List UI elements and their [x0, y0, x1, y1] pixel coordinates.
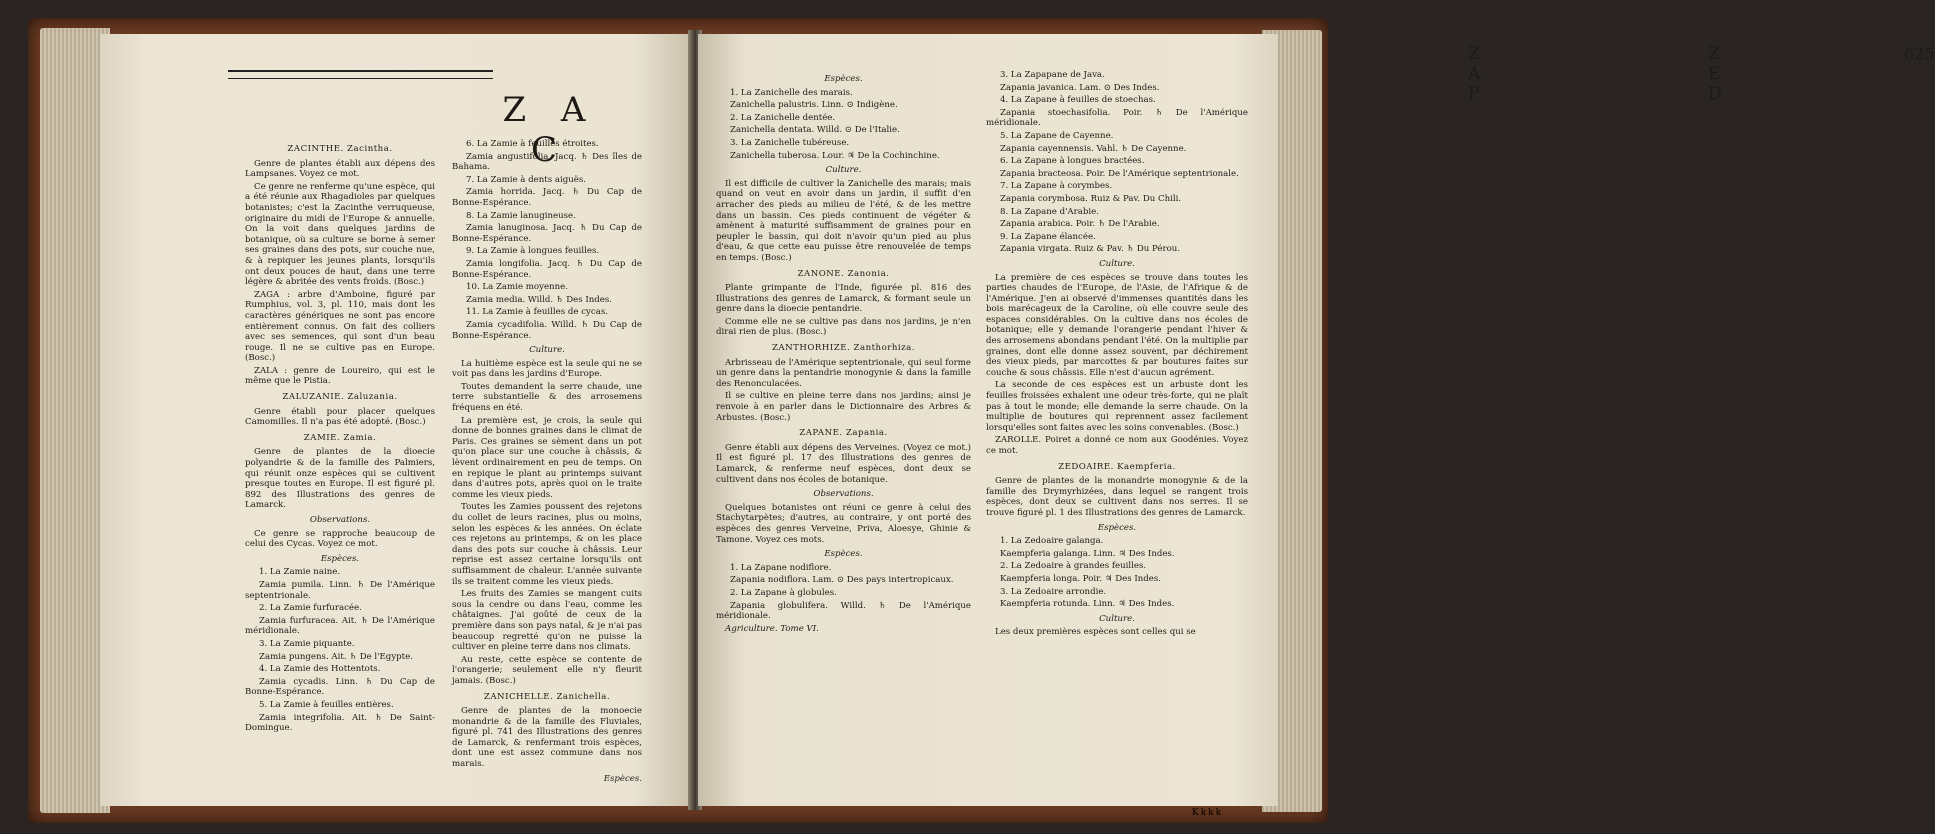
text-paragraph: Zapania corymbosa. Ruiz & Pav. Du Chili.: [1000, 193, 1182, 204]
text-paragraph: 4. La Zamie des Hottentots.: [259, 664, 381, 675]
text-paragraph: Zapania nodiflora. Lam. ⊙ Des pays intertropicaux.: [730, 575, 954, 586]
section-label: Espèces.: [320, 553, 360, 564]
text-paragraph: Zanichella tuberosa. Lour. ♃ De la Cochinchine.: [730, 150, 940, 161]
running-head-right: Z E D: [1708, 44, 1729, 104]
text-paragraph: Zamia cycadifolia. Willd. ♄ Du Cap de Bonne-Espérance.: [452, 319, 642, 341]
text-paragraph: ZAROLLE. Poiret a donné ce nom aux Goodénies. Voyez ce mot.: [986, 435, 1248, 456]
text-paragraph: Zamia cycadis. Linn. ♄ Du Cap de Bonne-Espérance.: [245, 676, 435, 698]
text-paragraph: Kaempferia rotunda. Linn. ♃ Des Indes.: [1000, 599, 1175, 610]
text-paragraph: La première de ces espèces se trouve dans toutes les parties chaudes de l'Europe, de l'Asie, de l'Afrique & de l'Amérique. J'en ai observé d'immenses quantités dans les bois marécageux de la Caroline, où elle couvre seule des espaces considérables. On la cultive dans nos écoles de botanique; elle y demande l'orangerie pendant l'hiver & des arrosemens abondans pendant l'été. On la multiplie par graines, dont elle donne assez souvent, par déchirement des vieux pieds, par marcottes & par boutures faites sur couche & sous châssis. Elle n'est d'aucun agrément.: [986, 272, 1248, 378]
entry-heading: ZACINTHE. Zacintha.: [287, 144, 393, 154]
right-column-1: [716, 70, 971, 636]
text-paragraph: Plante grimpante de l'Inde, figurée pl. 816 des Illustrations des genres de Lamarck, & formant seule un genre dans la dioecie pentandrie.: [716, 283, 971, 315]
text-paragraph: 1. La Zamie naine.: [259, 567, 341, 578]
section-label: Culture.: [1099, 613, 1135, 624]
text-paragraph: 5. La Zapane de Cayenne.: [1000, 130, 1114, 141]
text-paragraph: Zanichella dentata. Willd. ⊙ De l'Italie.: [730, 125, 900, 136]
text-paragraph: 8. La Zapane d'Arabie.: [1000, 206, 1099, 217]
text-paragraph: Zamia pungens. Ait. ♄ De l'Egypte.: [259, 651, 413, 662]
text-paragraph: Genre de plantes de la monoecie monandrie & de la famille des Fluviales, figuré pl. 741 des Illustrations des genres de Lamarck, & renfermant trois espèces, dont une est assez commune dans nos marais.: [452, 706, 642, 770]
signature-mark: Kkkk: [1192, 808, 1224, 818]
text-paragraph: Genre de plantes de la monandrie monogynie & de la famille des Drymyrhizées, dans lequel se rangent trois espèces, dont deux se cultivent dans nos serres. Il se trouve figuré pl. 1 des Illustrations des genres de Lamarck.: [986, 476, 1248, 518]
text-paragraph: Zamia angustifolia. Jacq. ♄ Des îles de Bahama.: [452, 151, 642, 173]
text-paragraph: La première est, je crois, la seule qui donne de bonnes graines dans le climat de Paris. Ces graines se sèment dans un pot qu'on place sur une couche à châssis, & lèvent ordinairement en peu de temps. On en repique le plant au printemps suivant dans d'autres pots, après quoi on le traite comme les vieux pieds.: [452, 415, 642, 500]
entry-heading: ZEDOAIRE. Kaempferia.: [1058, 461, 1176, 472]
text-paragraph: 5. La Zamie à feuilles entières.: [259, 699, 394, 710]
text-paragraph: Ce genre se rapproche beaucoup de celui des Cycas. Voyez ce mot.: [245, 528, 435, 550]
text-paragraph: Zamia furfuracea. Ait. ♄ De l'Amérique méridionale.: [245, 615, 435, 637]
text-paragraph: 3. La Zamie piquante.: [259, 638, 355, 649]
text-paragraph: Toutes les Zamies poussent des rejetons du collet de leurs racines, plus ou moins, selon les espèces & les années. On éclate ces rejetons au printemps, & on les place dans des pots sur couche à châssis. Leur reprise est assez certaine lorsqu'ils ont suffisamment de chaleur. L'année suivante ils se traitent comme les vieux pieds.: [452, 502, 642, 587]
text-paragraph: Toutes demandent la serre chaude, une terre substantielle & des arrosemens fréquens en été.: [452, 381, 642, 414]
section-label: Observations.: [309, 515, 371, 525]
entry-heading: ZANONE. Zanonia.: [797, 268, 890, 279]
section-label: Observations.: [813, 489, 874, 500]
text-paragraph: Espèces.: [603, 773, 642, 784]
text-paragraph: Il est difficile de cultiver la Zanichelle des marais; mais quand on veut en avoir dans un jardin, il suffit d'en arracher des pieds au milieu de l'été, & de les mettre dans un bassin. Ces pieds continuent de végéter & amènent à maturité suffisamment de graines pour en peupler le bassin, qui doit n'avoir qu'un pied au plus d'eau, & que cette eau puisse être renouvelée de temps en temps. (Bosc.): [716, 178, 971, 263]
text-paragraph: Zapania javanica. Lam. ⊙ Des Indes.: [1000, 82, 1160, 93]
text-paragraph: 6. La Zamie à feuilles étroites.: [466, 139, 599, 149]
running-head-left: Z A P: [1468, 44, 1488, 104]
text-paragraph: 6. La Zapane à longues bractées.: [1000, 156, 1145, 167]
section-label: Espèces.: [824, 549, 863, 560]
text-paragraph: 2. La Zamie furfuracée.: [259, 603, 362, 614]
page-title: Z A C: [502, 90, 598, 170]
text-paragraph: 10. La Zamie moyenne.: [466, 282, 568, 293]
text-paragraph: 9. La Zamie à longues feuilles.: [466, 246, 600, 257]
text-paragraph: 4. La Zapane à feuilles de stoechas.: [1000, 95, 1156, 106]
text-paragraph: Agriculture. Tome VI.: [725, 623, 819, 634]
text-paragraph: Zapania stoechasifolia. Poir. ♄ De l'Amérique méridionale.: [986, 107, 1248, 129]
text-paragraph: Il se cultive en pleine terre dans nos jardins; ainsi je renvoie à en parler dans le Dictionnaire des Arbres & Arbustes. (Bosc.): [716, 391, 971, 423]
text-paragraph: Au reste, cette espèce se contente de l'orangerie; seulement elle n'y fleurit jamais. (Bosc.): [452, 654, 642, 686]
text-paragraph: Zapania arabica. Poir. ♄ De l'Arabie.: [1000, 219, 1160, 230]
entry-heading: ZANICHELLE. Zanichella.: [483, 691, 611, 702]
text-paragraph: 1. La Zedoaire galanga.: [1000, 536, 1104, 547]
text-paragraph: Zamia lanuginosa. Jacq. ♄ Du Cap de Bonne-Espérance.: [452, 223, 642, 244]
text-paragraph: 7. La Zamie à dents aiguës.: [466, 174, 587, 185]
text-paragraph: Genre établi pour placer quelques Camomilles. Il n'a pas été adopté. (Bosc.): [245, 406, 435, 428]
left-page: [100, 34, 692, 806]
text-paragraph: 11. La Zamie à feuilles de cycas.: [466, 307, 608, 318]
text-paragraph: 2. La Zapane à globules.: [730, 587, 837, 598]
text-paragraph: Zanichella palustris. Linn. ⊙ Indigène.: [730, 100, 898, 111]
text-paragraph: Zamia integrifolia. Ait. ♄ De Saint-Domingue.: [245, 712, 435, 734]
text-paragraph: Zapania virgata. Ruiz & Pav. ♄ Du Pérou.: [1000, 244, 1181, 255]
text-paragraph: Quelques botanistes ont réuni ce genre à celui des Stachytarpètes; d'autres, au contraire, y ont porté des espèces des genres Verveine, Priva, Aloesye, Ghinie & Tamone. Voyez ces mots.: [716, 502, 971, 545]
entry-heading: ZAMIE. Zamia.: [303, 432, 377, 443]
text-paragraph: 2. La Zanichelle dentée.: [730, 112, 836, 123]
text-paragraph: Zamia pumila. Linn. ♄ De l'Amérique septentrionale.: [245, 579, 435, 601]
text-paragraph: Zamia longifolia. Jacq. ♄ Du Cap de Bonne-Espérance.: [452, 258, 642, 280]
text-paragraph: 9. La Zapane élancée.: [1000, 231, 1096, 242]
text-paragraph: Ce genre ne renferme qu'une espèce, qui a été réunie aux Rhagadioles par quelques botanistes; c'est la Zacinthe verruqueuse, originaire du midi de l'Europe & annuelle. On la voit dans quelques jardins de botanique, où sa culture se borne à semer ses graines dans des pots, sur couche nue, & à repiquer les jeunes plants, lorsqu'ils ont deux pouces de haut, dans une terre légère & abritée des vents froids. (Bosc.): [245, 181, 435, 288]
text-paragraph: 1. La Zapane nodiflore.: [730, 562, 832, 573]
text-paragraph: La huitième espèce est la seule qui ne se voit pas dans les jardins d'Europe.: [452, 358, 642, 380]
text-paragraph: Genre de plantes de la dioecie polyandrie & de la famille des Palmiers, qui réunit onze espèces qui se cultivent presque toutes en Europe. Il est figuré pl. 892 des Illustrations des genres de Lamarck.: [245, 447, 435, 511]
entry-heading: ZANTHORHIZE. Zanthorhiza.: [771, 343, 916, 354]
text-paragraph: Zamia horrida. Jacq. ♄ Du Cap de Bonne-Espérance.: [452, 187, 642, 208]
text-paragraph: 2. La Zedoaire à grandes feuilles.: [1000, 561, 1147, 572]
section-label: Culture.: [825, 165, 862, 176]
section-label: Culture.: [529, 345, 565, 356]
text-paragraph: Zamia media. Willd. ♄ Des Indes.: [466, 294, 613, 305]
section-label: Espèces.: [1097, 522, 1137, 533]
right-page: [698, 34, 1935, 806]
text-paragraph: Zapania cayennensis. Vahl. ♄ De Cayenne.: [1000, 143, 1187, 154]
text-paragraph: 3. La Zanichelle tubéreuse.: [730, 137, 850, 148]
section-label: Espèces.: [824, 74, 863, 84]
text-paragraph: Genre établi aux dépens des Verveines. (Voyez ce mot.) Il est figuré pl. 17 des Illustrations des genres de Lamarck, & renferme neuf espèces, dont deux se cultivent dans nos écoles de botanique.: [716, 442, 971, 485]
entry-heading: ZAPANE. Zapania.: [799, 428, 888, 439]
section-label: Culture.: [1099, 258, 1135, 269]
page-number: 625: [1904, 44, 1935, 63]
text-paragraph: 1. La Zanichelle des marais.: [730, 87, 853, 98]
text-paragraph: 8. La Zamie lanugineuse.: [466, 210, 576, 221]
text-paragraph: Zapania globulifera. Willd. ♄ De l'Amérique méridionale.: [716, 600, 971, 622]
right-column-2: [986, 70, 1248, 640]
left-column-2: [452, 139, 642, 787]
text-paragraph: Arbrisseau de l'Amérique septentrionale, qui seul forme un genre dans la pentandrie monogynie & dans la famille des Renonculacées.: [716, 357, 971, 389]
ornamental-rule: [228, 70, 493, 79]
text-paragraph: ZAGA : arbre d'Amboine, figuré par Rumphius, vol. 3, pl. 110, mais dont les caractères génériques ne sont pas encore entièrement connus. On fait des colliers avec ses semences, qui sont d'un beau rouge. Il ne se cultive pas en Europe. (Bosc.): [245, 289, 435, 364]
text-paragraph: Zapania bracteosa. Poir. De l'Amérique septentrionale.: [1000, 168, 1239, 179]
text-paragraph: Kaempferia galanga. Linn. ♃ Des Indes.: [1000, 548, 1175, 559]
text-paragraph: 3. La Zapapane de Java.: [1000, 70, 1105, 80]
text-paragraph: 3. La Zedoaire arrondie.: [1000, 586, 1107, 597]
text-paragraph: 7. La Zapane à corymbes.: [1000, 181, 1113, 192]
left-column-1: [245, 139, 435, 736]
text-paragraph: La seconde de ces espèces est un arbuste dont les feuilles froissées exhalent une odeur très-forte, qui ne plaît pas à tout le monde; elle demande la serre chaude. On la multiplie de boutures qui reprennent assez facilement lorsqu'elles sont faites avec les soins convenables. (Bosc.): [986, 380, 1248, 433]
text-paragraph: Kaempferia longa. Poir. ♃ Des Indes.: [1000, 573, 1161, 584]
text-paragraph: ZALA : genre de Loureiro, qui est le même que le Pistia.: [245, 365, 435, 387]
text-paragraph: Comme elle ne se cultive pas dans nos jardins, je n'en dirai rien de plus. (Bosc.): [716, 316, 971, 338]
text-paragraph: Genre de plantes établi aux dépens des Lampsanes. Voyez ce mot.: [245, 158, 435, 180]
entry-heading: ZALUZANIE. Zaluzania.: [282, 392, 398, 403]
text-paragraph: Les fruits des Zamies se mangent cuits sous la cendre ou dans l'eau, comme les châtaignes. J'ai goûté de ceux de la première dans son pays natal, & je n'ai pas beaucoup regretté qu'on ne puisse la cultiver en pleine terre dans nos climats.: [452, 589, 642, 653]
text-paragraph: Les deux premières espèces sont celles qui se: [995, 627, 1196, 638]
